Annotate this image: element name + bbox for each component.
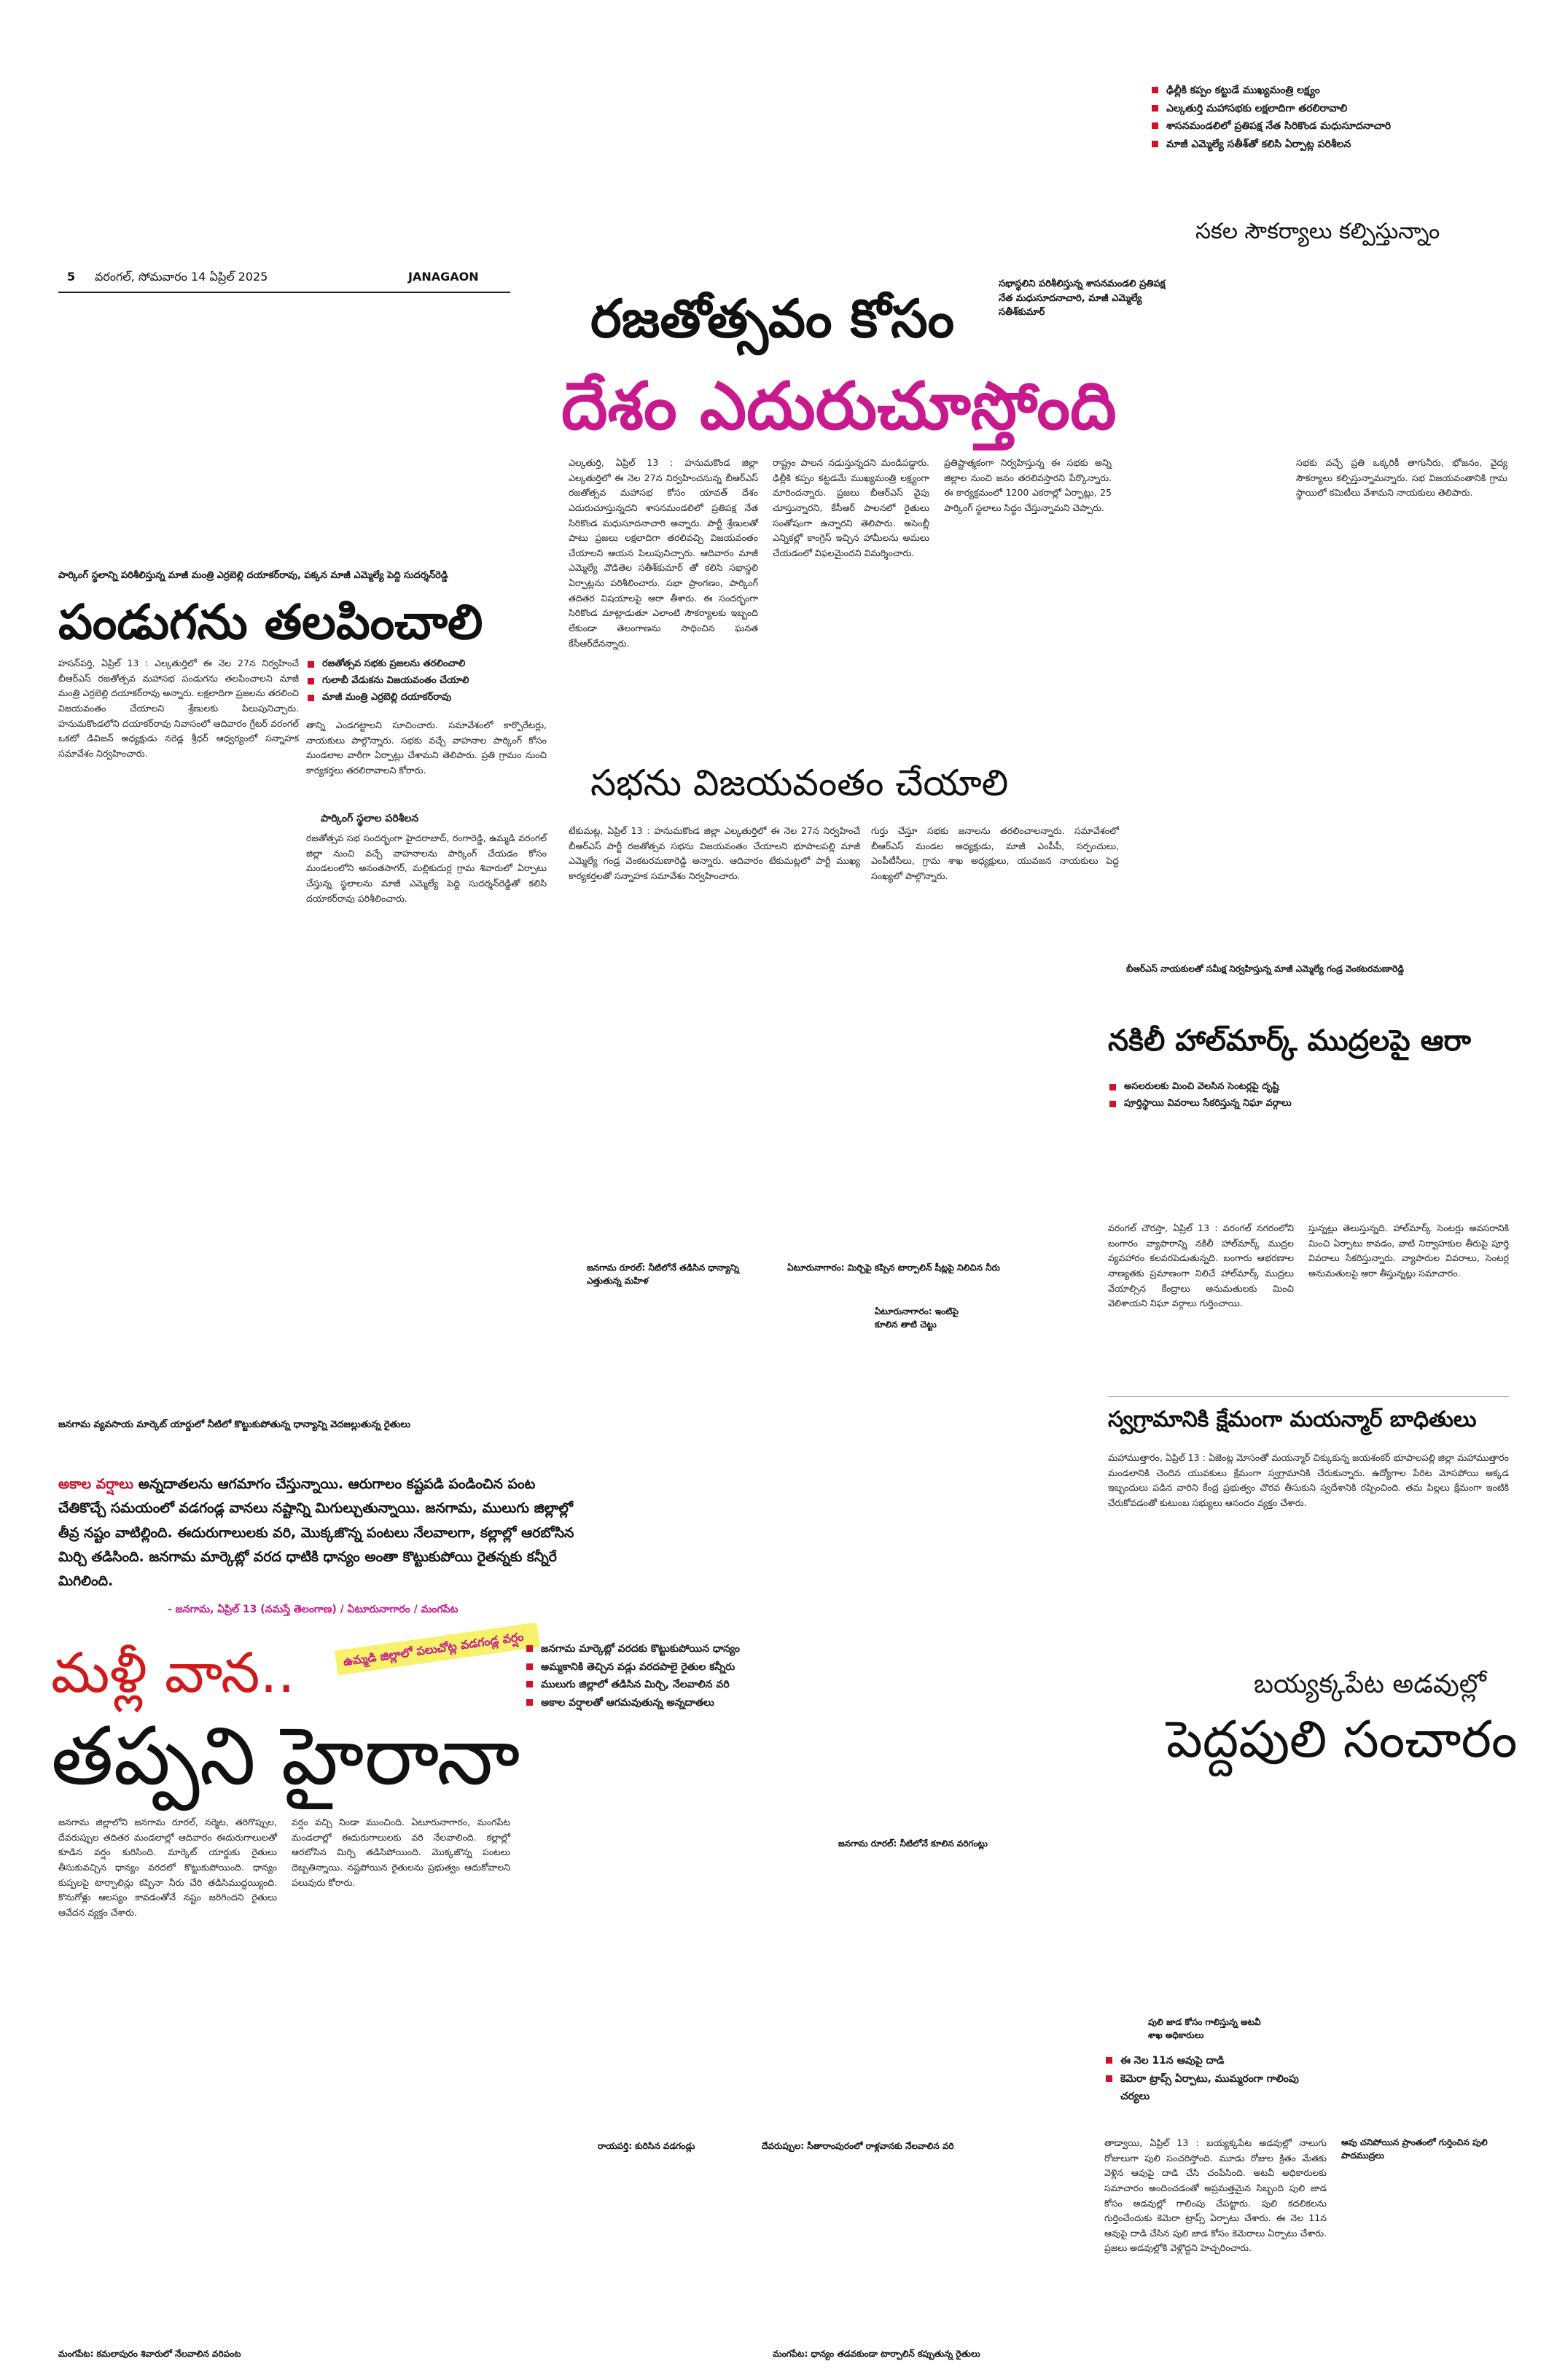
rain-bullets <box>525 1640 831 1712</box>
lead-col-2: రాష్ట్రం పాలన నడుస్తున్నదని మండిపడ్డారు. ఢిల్లీకి కప్పం కట్టడమే ముఖ్యమంత్రి లక్ష్యంగా మారిందన్నారు. ప్రజలు బీఆర్‌ఎస్ వైపు చూస్తున్నారని, కేసీఆర్ పాలనలో రైతులు సంతోషంగా ఉన్నారని తెలిపారు. అసెంబ్లీ ఎన్నికల్లో కాంగ్రెస్ ఇచ్చిన హామీలను అమలు చేయడంలో విఫలమైందని విమర్శించారు. <box>773 457 929 558</box>
festival-photo <box>58 299 547 561</box>
rain-bullet: అమ్మకానికి తెచ్చిన వడ్లు వరదపాలై రైతుల కన్నీరు <box>525 1658 831 1677</box>
myanmar-headline: స్వగ్రామానికి క్షేమంగా మయన్మార్ బాధితులు <box>1108 1407 1477 1432</box>
tiger-body: తాడ్వాయి, ఏప్రిల్ 13 : బయ్యక్కపేట అడవుల్లో నాలుగు రోజులుగా పులి సంచరిస్తోంది. మూడు రోజుల క్రితం మేతకు వెళ్లిన ఆవుపై దాడి చేసి చంపేసింది. అటవీ అధికారులకు సమాచారం అందించడంతో అప్రమత్తమైన సిబ్బంది పులి జాడ కోసం అడవుల్లో గాలింపు చేపట్టారు. పులి కదలికలను గుర్తించేందుకు కెమెరా ట్రాప్స్ ఏర్పాటు చేశారు. ఈ నెల 11న ఆవుపై దాడి చేసిన పులి జాడ కోసం కెమెరాలు ఏర్పాటు చేశారు. ప్రజలు అడవుల్లోకి వెళ్లొద్దని హెచ్చరించారు. <box>1104 2137 1327 2254</box>
myanmar-body: మహాముత్తారం, ఏప్రిల్ 13 : ఏజెంట్ల మోసంతో మయన్మార్ చిక్కుకున్న జయశంకర్ భూపాలపల్లి జిల్లా మహాముత్తారం మండలానికి చెందిన యువకులు క్షేమంగా స్వగ్రామానికి చేరుకున్నారు. ఉద్యోగాల పేరిట మోసపోయి అక్కడ ఇబ్బందులు పడిన వారిని కేంద్ర ప్రభుత్వం చొరవ తీసుకుని స్వదేశానికి రప్పించింది. తమ పిల్లలు క్షేమంగా ఇంటికి చేరుకోవడంతో కుటుంబ సభ్యులు ఆనందం వ్యక్తం చేశారు. <box>1108 1452 1509 1508</box>
rain-pullquote <box>58 1472 583 1593</box>
photo-1 <box>576 1021 776 1254</box>
tiger-headline: పెద్దపులి సంచారం <box>1166 1709 1518 1769</box>
top-bullet: ఢిల్లీకి కప్పం కట్టుడే ముఖ్యమంత్రి లక్ష్యం <box>1150 82 1515 100</box>
rain-bullet: అకాల వర్షాలతో ఆగమవుతున్న అన్నదాతలు <box>525 1694 831 1712</box>
rain-bullet: ములుగు జిల్లాలో తడిసిన మిర్చి, నేలవాలిన వరి <box>525 1676 831 1694</box>
festival-bullets <box>306 656 583 706</box>
top-bullet: ఎల్కతుర్తి మహాసభకు లక్షలాదిగా తరలిరావాలి <box>1150 100 1515 118</box>
hallmark-bullets <box>1108 1079 1349 1112</box>
rain-caption-top: జనగామ వ్యవసాయ మార్కెట్ యార్డులో నీటిలో కొట్టుకుపోతున్న ధాన్యాన్ని వెదజల్లుతున్న రైతులు <box>58 1419 410 1430</box>
tiger-photo-caption: పులి జాడ కోసం గాలిస్తున్న అటవీ శాఖ అధికారులు <box>1148 2017 1261 2040</box>
tiger-kicker: బయ్యక్కపేట అడవుల్లో <box>1254 1669 1486 1699</box>
photo-3-caption: ఏటూరునాగారం: ఇంటిపై కూలిన తాటి చెట్టు <box>875 1306 959 1330</box>
festival-headline: పండుగను తలపించాలి <box>58 594 483 650</box>
vijayam-col-2: గుర్తు చేస్తూ సభకు జనాలను తరలించాలన్నారు. సమావేశంలో బీఆర్‌ఎస్ మండల అధ్యక్షుడు, మాజీ ఎంపీపీ, సర్పంచులు, ఎంపీటీసీలు, గ్రామ శాఖ అధ్యక్షులు, యువజన నాయకులు పెద్ద సంఖ్యలో పాల్గొన్నారు. <box>871 825 1119 881</box>
photo-5-caption: రాయపర్తి: కురిసిన వడగండ్లు <box>598 2141 695 2151</box>
photo-8 <box>569 2161 1093 2340</box>
rain-pullquote-text: అన్నదాతలను ఆగమాగం చేస్తున్నాయి. ఆరుగాలం కష్టపడి పండించిన పంట చేతికొచ్చే సమయంలో వడగండ్ల వానలు నష్టాన్ని మిగుల్చుతున్నాయి. జనగామ, ములుగు జిల్లాల్లో తీవ్ర నష్టం వాటిల్లింది. ఈదురుగాలులకు వరి, మొక్కజొన్న పంటలు నేలవాలగా, కల్లాల్లో ఆరబోసిన మిర్చి తడిసింది. జనగామ మార్కెట్లో వరద ధాటికి ధాన్యం అంతా కొట్టుకుపోయి రైతన్నకు కన్నీరే మిగిలింది. <box>58 1476 574 1589</box>
hallmark-photo <box>1363 1072 1509 1210</box>
rain-dateline: - జనగామ, ఏప్రిల్ 13 (నమస్తే తెలంగాణ) / ఏటూరునాగారం / మంగపేట <box>168 1604 458 1615</box>
date-line: వరంగల్, సోమవారం 14 ఏప్రిల్ 2025 <box>95 270 268 284</box>
lead-kicker: సకల సౌకర్యాలు కల్పిస్తున్నాం <box>1195 219 1440 244</box>
edition-name: JANAGAON <box>408 270 479 284</box>
hallmark-bullet: పూర్తిస్థాయి వివరాలు సేకరిస్తున్న నిఘా వర్గాలు <box>1108 1096 1349 1112</box>
hallmark-col-1: వరంగల్ చౌరస్తా, ఏప్రిల్ 13 : వరంగల్ నగరంలోని బంగారం వ్యాపారాన్ని నకిలీ హాల్‌మార్క్ ముద్రల వ్యవహారం కలవరపెడుతున్నది. బంగారు ఆభరణాల నాణ్యతకు ప్రమాణంగా నిలిచే హాల్‌మార్క్ ముద్రలు వేయాల్సిన కేంద్రాలు అనుమతులకు మించి వెలిశాయని నిఘా వర్గాలు గుర్తించాయి. <box>1108 1222 1294 1309</box>
photo-2 <box>787 1021 1097 1254</box>
rain-photo-1 <box>58 1021 569 1414</box>
photo-7 <box>58 2158 554 2340</box>
page-number: 5 <box>67 270 76 284</box>
vijayam-photo <box>1130 758 1509 955</box>
festival-bullet: గులాబీ వేడుకను విజయవంతం చేయాలి <box>306 673 583 690</box>
top-bullets <box>1150 82 1515 153</box>
vijayam-col-1: టేకుమట్ల, ఏప్రిల్ 13 : హనుమకొండ జిల్లా ఎల్కతుర్తిలో ఈ నెల 27న నిర్వహించే బీఆర్‌ఎస్ పార్టీ రజతోత్సవ సభను విజయవంతం చేయాలని భూపాలపల్లి మాజీ ఎమ్మెల్యే గండ్ర వెంకటరమణారెడ్డి అన్నారు. ఆదివారం టేకుమట్లలో పార్టీ ముఖ్య కార్యకర్తలతో సన్నాహక సమావేశం నిర్వహించారు. <box>569 825 860 881</box>
festival-bullet: రజతోత్సవ సభకు ప్రజలను తరలించాలి <box>306 656 583 673</box>
rain-sticker: ఉమ్మడి జిల్లాలో పలుచోట్ల వడగండ్ల వర్షం <box>335 1623 540 1676</box>
photo-1-caption: జనగామ రూరల్: నీటిలోనే తడిసిన ధాన్యాన్ని ఎత్తుతున్న మహిళ <box>587 1263 739 1286</box>
top-bullet: మాజీ ఎమ్మెల్యే సతీశ్‌తో కలిసి ఏర్పాట్ల పరిశీలన <box>1150 136 1515 154</box>
hallmark-col-2: స్తున్నట్లు తెలుస్తున్నది. హాల్‌మార్క్ సెంటర్లు అవసరానికి మించి ఏర్పాటు కావడం, వాటి నిర్వాహకుల తీరుపై పూర్తి వివరాలు సేకరిస్తున్నారు. వ్యాపారుల వివరాలు, సెంటర్ల అనుమతులపై ఆరా తీస్తున్నట్లు సమాచారం. <box>1308 1222 1509 1279</box>
photo-6-caption: దేవరుప్పుల: సీతారాంపురంలో రాళ్లవానకు నేలవాలిన వరి <box>762 2141 954 2151</box>
photo-8-caption: మంగపేట: ధాన్యం తడవకుండా టార్పాలిన్ కప్పుతున్న రైతులు <box>773 2349 980 2359</box>
vijayam-caption: బీఆర్‌ఎస్ నాయకులతో సమీక్ష నిర్వహిస్తున్న మాజీ ఎమ్మెల్యే గండ్ర వెంకటరమణారెడ్డి <box>1126 964 1404 974</box>
lead-headline-1: రజతోత్సవం కోసం <box>590 288 955 349</box>
tiger-photo <box>1115 1779 1509 2005</box>
lead-photo-caption: సభాస్థలిని పరిశీలిస్తున్న శాసనమండలి ప్రతిపక్ష నేత మధుసూదనాచారి, మాజీ ఎమ్మెల్యే సతీశ్‌కుమార్ <box>999 278 1166 318</box>
rain-headline-2: తప్పని హైరానా <box>51 1709 520 1803</box>
photo-2-caption: ఏటూరునాగారం: మిర్చిపై కప్పిన టార్పాలిన్ షీట్లపై నిలిచిన నీరు <box>787 1263 1000 1273</box>
tiger-bullet: ఈ నెల 11న ఆవుపై దాడి <box>1104 2052 1323 2070</box>
myanmar-rule <box>1108 1396 1509 1397</box>
festival-col-2b: రజతోత్సవ సభ సందర్భంగా హైదరాబాద్, రంగారెడ్డి, ఉమ్మడి వరంగల్ జిల్లా నుంచి వచ్చే వాహనాలను పార్కింగ్ చేయడం కోసం మండలంలోని అనంతసాగర్, మల్లికుదుర్ల గ్రామ శివారులో ఏర్పాటు చేస్తున్న స్థలాలను మాజీ ఎమ్మెల్యే పెద్ది సుదర్శన్‌రెడ్డితో కలిసి దయాకర్‌రావు పరిశీలించారు. <box>306 832 547 904</box>
photo-5 <box>583 1866 751 2136</box>
photo-4-caption: జనగామ రూరల్: నీటిలోనే కూలిన వరిగంట్లు <box>838 1838 988 1849</box>
masthead-rule <box>58 292 510 293</box>
lead-col-3: ప్రతిష్టాత్మకంగా నిర్వహిస్తున్న ఈ సభకు అన్ని జిల్లాల నుంచి జనం తరలివస్తారని పేర్కొన్నారు. ఈ కార్యక్రమంలో 1200 ఎకరాల్లో ఏర్పాట్లు, 25 పార్కింగ్ స్థలాలు సిద్ధం చేస్తున్నామని చెప్పారు. <box>944 457 1112 513</box>
festival-subhead: పార్కింగ్ స్థలాల పరిశీలన <box>321 813 419 824</box>
hallmark-bullet: అసలరులకు మించి వెలసిన సెంటర్లపై దృష్టి <box>1108 1079 1349 1096</box>
tiger-bullets <box>1104 2052 1323 2106</box>
tiger-side-caption: ఆవు చనిపోయిన ప్రాంతంలో గుర్తించిన పులి పాదముద్రలు <box>1341 2137 1488 2161</box>
festival-col-2: తాన్ని ఎండగట్టాలని సూచించారు. సమావేశంలో కార్పొరేటర్లు, నాయకులు పాల్గొన్నారు. సభకు వచ్చే వాహనాల పార్కింగ్ కోసం మండలాల వారీగా ఏర్పాట్లు చేశామని తెలిపారు. ప్రతి గ్రామం నుంచి కార్యకర్తలు తరలిరావాలని కోరారు. <box>306 719 547 776</box>
festival-caption: పార్కింగ్ స్థలాన్ని పరిశీలిస్తున్న మాజీ మంత్రి ఎర్రబెల్లి దయాకర్‌రావు, పక్కన మాజీ ఎమ్మెల్యే పెద్ది సుదర్శన్‌రెడ్డి <box>58 570 448 581</box>
photo-7-caption: మంగపేట: కమలాపురం శివారులో నేలవాలిన వరిపంట <box>58 2349 241 2359</box>
festival-col-1: హసన్‌పర్తి, ఏప్రిల్ 13 : ఎల్కతుర్తిలో ఈ నెల 27న నిర్వహించే బీఆర్‌ఎస్ రజతోత్సవ మహాసభ పండుగను తలపించాలని మాజీ మంత్రి ఎర్రబెల్లి దయాకర్‌రావు అన్నారు. లక్షలాదిగా ప్రజలను తరలించి విజయవంతం చేయాలని శ్రేణులకు పిలుపునిచ్చారు. హనుమకొండలోని దయాకర్‌రావు నివాసంలో ఆదివారం గ్రేటర్ వరంగల్ ఒకటో డివిజన్ అధ్యక్షుడు నరెడ్ల శ్రీధర్ ఆధ్వర్యంలో సన్నాహక సమావేశం నిర్వహించారు. <box>58 658 299 759</box>
top-bullet: శాసనమండలిలో ప్రతిపక్ష నేత సిరికొండ మధుసూదనాచారి <box>1150 117 1515 136</box>
tiger-pugmark-photo <box>1349 2012 1509 2129</box>
rain-col-1: జనగామ జిల్లాలోని జనగామ రూరల్, నర్మెట, తరిగొప్పుల, దేవరుప్పుల తదితర మండలాల్లో ఆదివారం ఈదురుగాలులతో కూడిన వర్షం కురిసింది. మార్కెట్ యార్డుకు రైతులు తీసుకువచ్చిన ధాన్యం వరదలో కొట్టుకుపోయింది. ధాన్యం కుప్పలపై టార్పాలిన్లు కప్పినా నీరు చేరి తడిసిముద్దయ్యింది. కొనుగోళ్లు ఆలస్యం కావడంతోనే నష్టం జరిగిందని రైతులు ఆవేదన వ్యక్తం చేశారు. <box>58 1817 277 1918</box>
vijayam-headline: సభను విజయవంతం చేయాలి <box>590 762 1009 804</box>
hallmark-headline: నకిలీ హాల్‌మార్క్ ముద్రలపై ఆరా <box>1108 1024 1472 1058</box>
photo-6 <box>762 1866 1097 2136</box>
rain-headline-1: మళ్లీ వాన.. <box>51 1640 295 1705</box>
tiger-bullet: కెమెరా ట్రాప్స్ ఏర్పాటు, ముమ్మరంగా గాలింపు చర్యలు <box>1104 2070 1323 2106</box>
festival-bullet: మాజీ మంత్రి ఎర్రబెల్లి దయాకర్‌రావు <box>306 690 583 706</box>
top-right-photo <box>1150 198 1515 220</box>
photo-4 <box>838 1626 1097 1830</box>
lead-col-1: ఎల్కతుర్తి, ఏప్రిల్ 13 : హనుమకొండ జిల్లా ఎల్కతుర్తిలో ఈ నెల 27న నిర్వహించనున్న బీఆర్‌ఎస్ రజతోత్సవ మహాసభ కోసం యావత్ దేశం ఎదురుచూస్తున్నదని శాసనమండలిలో ప్రతిపక్ష నేత సిరికొండ మధుసూదనాచారి అన్నారు. పార్టీ శ్రేణులతో పాటు ప్రజలు లక్షలాదిగా తరలివచ్చి విజయవంతం చేయాలని ఆయన పిలుపునిచ్చారు. ఆదివారం మాజీ ఎమ్మెల్యే వొడితెల సతీశ్‌కుమార్ తో కలిసి సభాస్థలి ఏర్పాట్లను పరిశీలించారు. సభా ప్రాంగణం, పార్కింగ్ తదితర విషయాలపై ఆరా తీశారు. ఈ సందర్భంగా సిరికొండ మాట్లాడుతూ ఎలాంటి సౌకర్యాలకు ఇబ్బంది లేకుండా తెలంగాణను సాధించిన ఘనత కేసీఆర్‌దేనన్నారు. <box>569 457 758 649</box>
rain-col-2: వర్షం వచ్చి నిండా ముంచింది. ఏటూరునాగారం, మంగపేట మండలాల్లో ఈదురుగాలులకు వరి నేలవాలింది. కల్లాల్లో ఆరబోసిన మిర్చి తడిసిపోయింది. మొక్కజొన్న పంటలు దెబ్బతిన్నాయి. నష్టపోయిన రైతులను ప్రభుత్వం ఆదుకోవాలని పలువురు కోరారు. <box>292 1817 510 1888</box>
lead-col-4: సభకు వచ్చే ప్రతి ఒక్కరికీ తాగునీరు, భోజనం, వైద్య సౌకర్యాలు కల్పిస్తున్నామన్నారు. సభ విజయవంతానికి గ్రామ స్థాయిలో కమిటీలు వేశామని నాయకులు తెలిపారు. <box>1296 457 1507 499</box>
rain-pullquote-highlight: అకాల వర్షాలు <box>58 1476 134 1492</box>
rain-bullet: జనగామ మార్కెట్లో వరదకు కొట్టుకుపోయిన ధాన్యం <box>525 1640 831 1658</box>
lead-headline-2: దేశం ఎదురుచూస్తోంది <box>561 368 1117 445</box>
lead-photo <box>1188 262 1509 445</box>
